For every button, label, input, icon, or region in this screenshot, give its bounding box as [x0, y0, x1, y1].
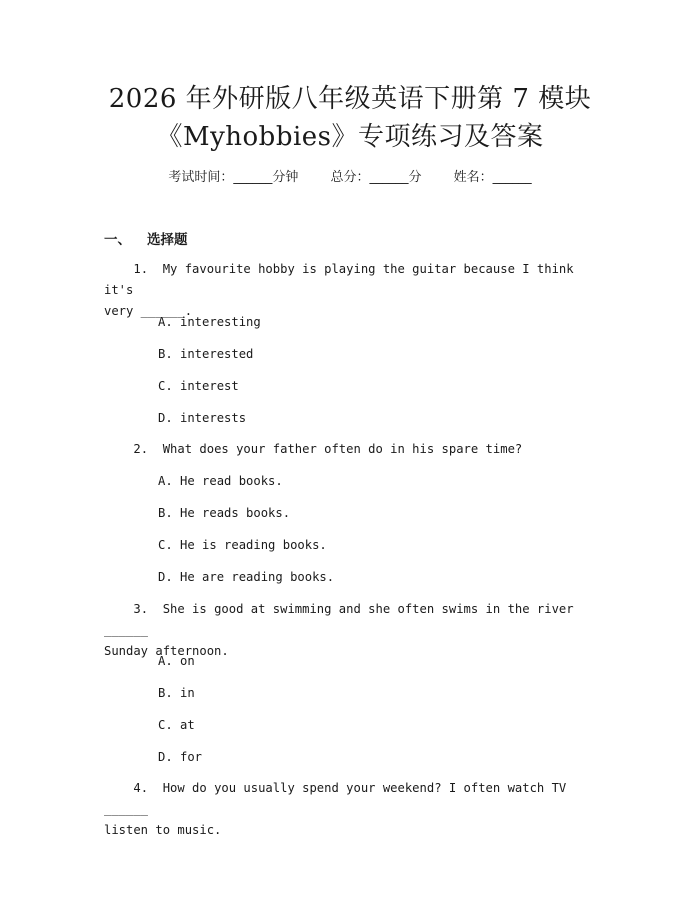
question-3-option-d[interactable]: D. for: [158, 750, 203, 764]
question-4-text: 4. How do you usually spend your weekend? I often watch TV ______ listen to music.: [104, 781, 574, 837]
total-score: 总分：______分: [330, 170, 422, 185]
question-1-option-d[interactable]: D. interests: [158, 411, 247, 425]
question-2-option-d[interactable]: D. He are reading books.: [158, 570, 335, 584]
question-3-option-c[interactable]: C. at: [158, 718, 195, 732]
exam-info: [0, 168, 700, 188]
document-title-line-2: 《Myhobbies》专项练习及答案: [156, 122, 544, 152]
question-1-text: 1. My favourite hobby is playing the guitar because I think it's very ______.: [104, 262, 581, 318]
question-2-option-b[interactable]: B. He reads books.: [158, 506, 291, 520]
exam-time: 考试时间：______分钟: [168, 170, 299, 185]
section-heading: [104, 230, 188, 250]
question-2-option-c[interactable]: C. He is reading books.: [158, 538, 327, 552]
section-title: 选择题: [147, 232, 188, 248]
question-1-option-a[interactable]: A. interesting: [158, 315, 261, 329]
question-1-option-b[interactable]: B. interested: [158, 347, 254, 361]
question-3-option-b[interactable]: B. in: [158, 686, 195, 700]
document-title-line-1: 2026 年外研版八年级英语下册第 7 模块: [108, 84, 592, 114]
question-3-option-a[interactable]: A. on: [158, 654, 195, 668]
question-2-text: 2. What does your father often do in his spare time?: [104, 442, 523, 456]
question-3-text: 3. She is good at swimming and she often swims in the river ______ Sunday afternoon.: [104, 602, 581, 658]
student-name: 姓名：______: [453, 170, 532, 185]
question-1-option-c[interactable]: C. interest: [158, 379, 239, 393]
question-2-option-a[interactable]: A. He read books.: [158, 474, 283, 488]
section-number: 一、: [104, 232, 131, 248]
